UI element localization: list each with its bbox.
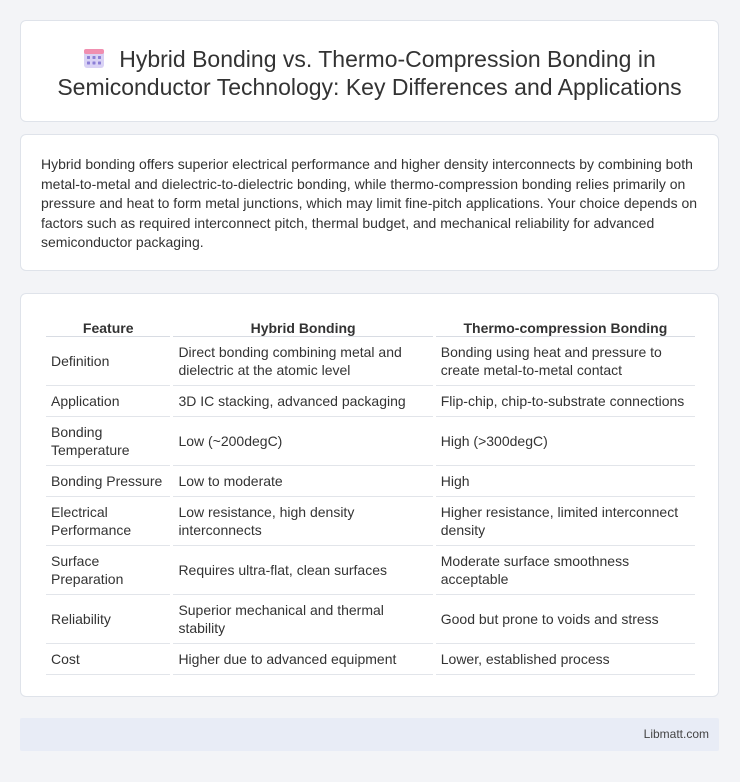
table-row: [46, 644, 695, 675]
hybrid-cell: Low resistance, high density interconnects: [173, 497, 432, 546]
thermo-cell: Lower, established process: [436, 644, 695, 675]
header-thermo-compression-bonding: Thermo-compression Bonding: [436, 314, 695, 337]
table-row: [46, 466, 695, 497]
feature-cell: Reliability: [46, 595, 170, 644]
title-line-1: Hybrid Bonding vs. Thermo-Compression Bonding in: [119, 46, 656, 72]
table-row: [46, 546, 695, 595]
feature-cell: Definition: [46, 337, 170, 386]
thermo-cell: Bonding using heat and pressure to create metal-to-metal contact: [436, 337, 695, 386]
hybrid-cell: Requires ultra-flat, clean surfaces: [173, 546, 432, 595]
comparison-table-card: [20, 293, 719, 697]
title-card: [20, 20, 719, 122]
thermo-cell: Moderate surface smoothness acceptable: [436, 546, 695, 595]
thermo-cell: Higher resistance, limited interconnect density: [436, 497, 695, 546]
table-row: [46, 386, 695, 417]
feature-cell: Application: [46, 386, 170, 417]
comparison-table: [43, 314, 698, 675]
table-header-row: [46, 314, 695, 337]
feature-cell: Surface Preparation: [46, 546, 170, 595]
table-row: [46, 497, 695, 546]
feature-cell: Bonding Temperature: [46, 417, 170, 466]
thermo-cell: Good but prone to voids and stress: [436, 595, 695, 644]
hybrid-cell: Low (~200degC): [173, 417, 432, 466]
feature-cell: Bonding Pressure: [46, 466, 170, 497]
hybrid-cell: 3D IC stacking, advanced packaging: [173, 386, 432, 417]
title-line-2: Semiconductor Technology: Key Differences and Applications: [57, 74, 682, 100]
header-hybrid-bonding: Hybrid Bonding: [173, 314, 432, 337]
hybrid-cell: Higher due to advanced equipment: [173, 644, 432, 675]
hybrid-cell: Direct bonding combining metal and dielectric at the atomic level: [173, 337, 432, 386]
summary-card: [20, 134, 719, 271]
feature-cell: Electrical Performance: [46, 497, 170, 546]
table-row: [46, 417, 695, 466]
header-feature: Feature: [46, 314, 170, 337]
calendar-grid-icon: [83, 47, 105, 69]
thermo-cell: Flip-chip, chip-to-substrate connections: [436, 386, 695, 417]
feature-cell: Cost: [46, 644, 170, 675]
table-row: [46, 595, 695, 644]
summary-text: Hybrid bonding offers superior electrical performance and higher density interconnects by combining both metal-to-metal and dielectric-to-dielectric bonding, while thermo-compression bonding relies primarily on pressure and heat to form metal junctions, which may limit fine-pitch applications. Your choice depends on factors such as required interconnect pitch, thermal budget, and mechanical reliability for advanced semiconductor packaging.: [41, 156, 698, 250]
hybrid-cell: Low to moderate: [173, 466, 432, 497]
table-row: [46, 337, 695, 386]
footer-bar: [20, 718, 719, 751]
thermo-cell: High (>300degC): [436, 417, 695, 466]
hybrid-cell: Superior mechanical and thermal stability: [173, 595, 432, 644]
footer-brand-link[interactable]: Libmatt.com: [643, 727, 709, 741]
thermo-cell: High: [436, 466, 695, 497]
page-title: [21, 21, 718, 101]
